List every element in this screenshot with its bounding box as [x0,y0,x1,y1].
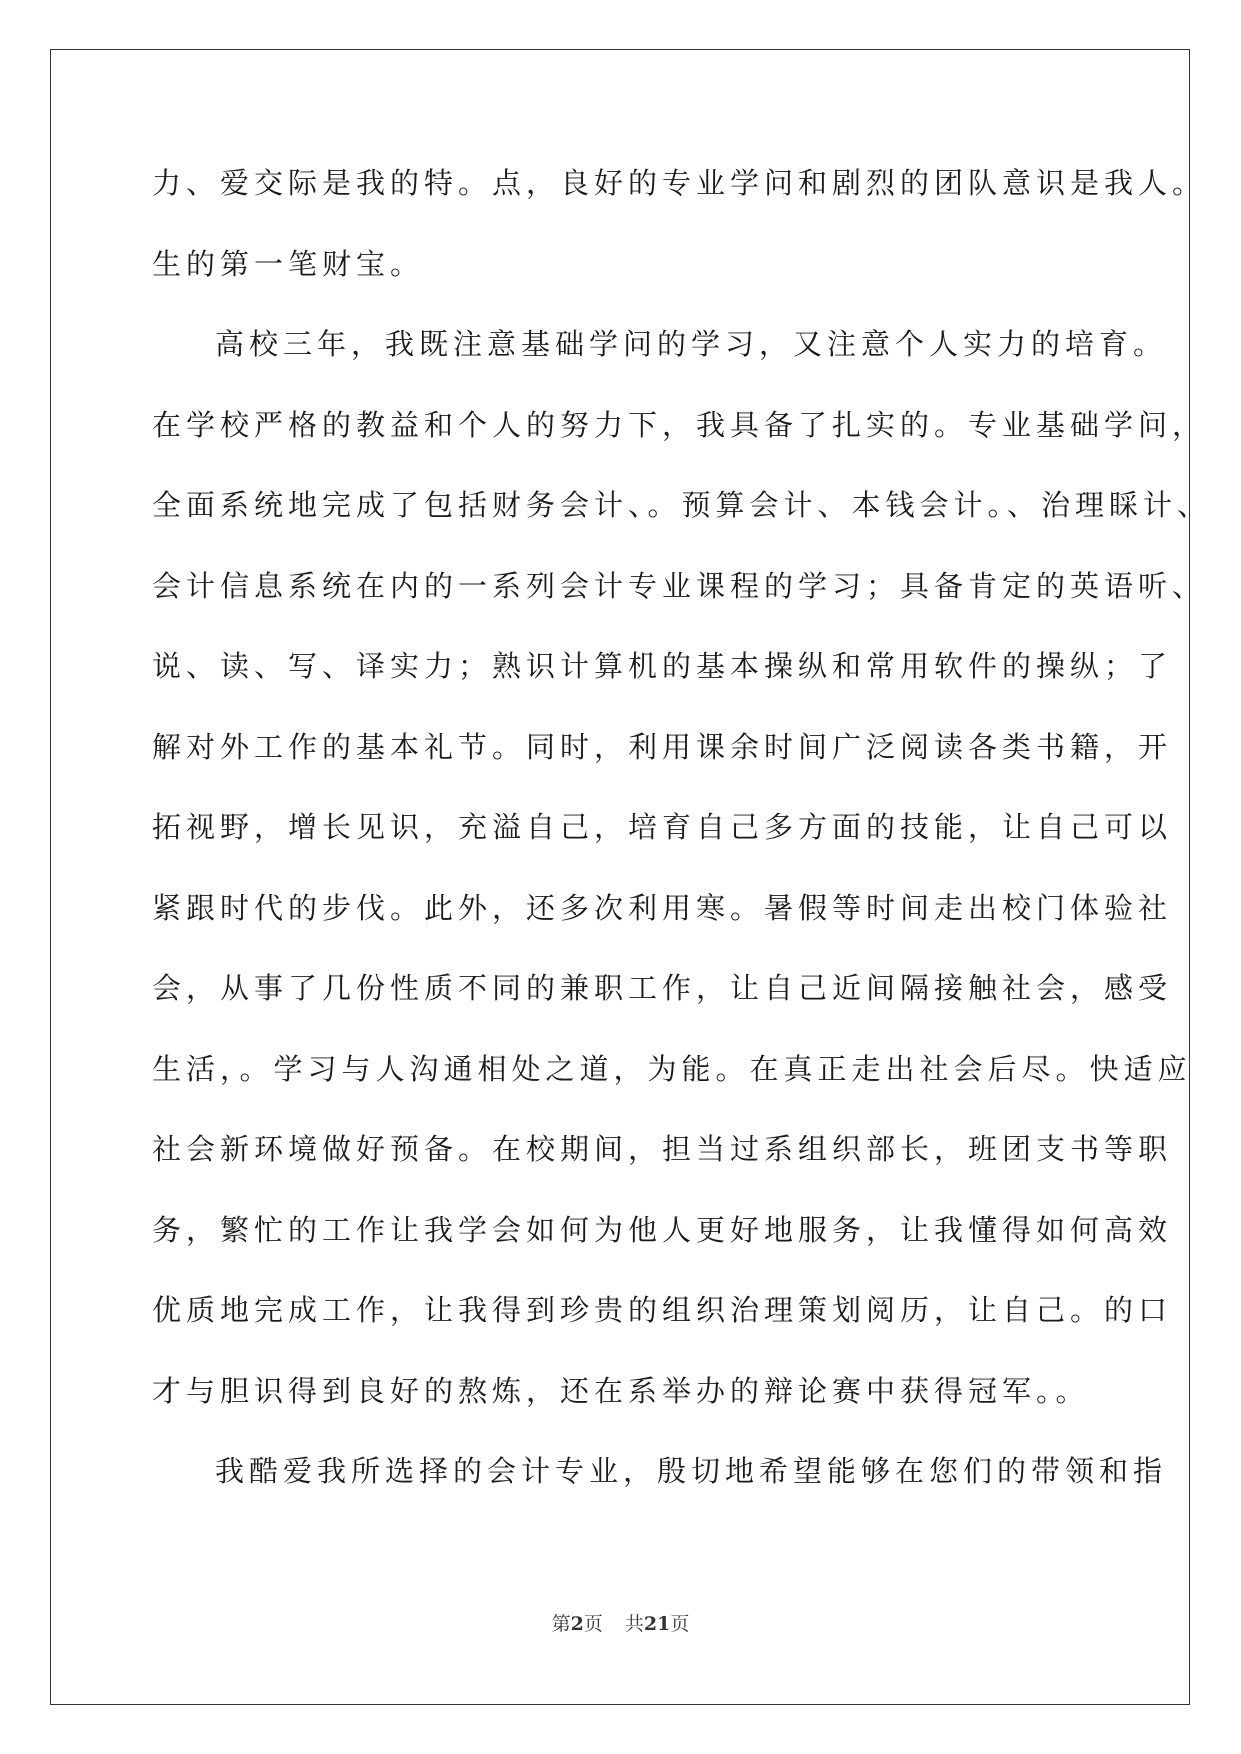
page-suffix: 页 [583,1613,603,1635]
page-number: 2 [570,1613,584,1635]
text-line: 优质地完成工作，让我得到珍贵的组织治理策划阅历，让自己。的口 [152,1293,1173,1327]
text-line: 社会新环境做好预备。在校期间，担当过系组织部长，班团支书等职 [152,1132,1173,1166]
text-line: 拓视野，增长见识，充溢自己，培育自己多方面的技能，让自己可以 [152,810,1173,844]
body-text [152,165,1212,1534]
text-line: 力、爱交际是我的特。点，良好的专业学问和剧烈的团队意识是我人。 [152,166,1207,200]
text-line: 会计信息系统在内的一系列会计专业课程的学习；具备肯定的英语听、 [152,568,1207,603]
text-line: 才与胆识得到良好的熬炼，还在系举办的辩论赛中获得冠军。。 [152,1373,1090,1408]
page-footer [0,1612,1241,1636]
text-line: 务，繁忙的工作让我学会如何为他人更好地服务，让我懂得如何高效 [152,1212,1173,1247]
text-line: 会，从事了几份性质不同的兼职工作，让自己近间隔接触社会，感受 [152,971,1173,1005]
total-suffix: 页 [670,1613,690,1635]
page-prefix: 第 [551,1613,571,1635]
paragraph-first-line: 高校三年，我既注意基础学问的学习，又注意个人实力的培育。 [215,327,1168,361]
total-pages: 21 [643,1613,671,1635]
text-line: 在学校严格的教益和个人的努力下，我具备了扎实的。专业基础学问， [152,407,1207,442]
total-prefix: 共 [624,1613,644,1635]
text-line: 生活，。学习与人沟通相处之道，为能。在真正走出社会后尽。快适应 [152,1051,1192,1086]
text-line: 全面系统地完成了包括财务会计、。预算会计、本钱会计。、治理睬计、 [152,488,1212,522]
paragraph-first-line: 我酷爱我所选择的会计专业，殷切地希望能够在您们的带领和指 [215,1454,1168,1488]
text-line: 紧跟时代的步伐。此外，还多次利用寒。暑假等时间走出校门体验社 [152,890,1173,925]
text-line: 解对外工作的基本礼节。同时，利用课余时间广泛阅读各类书籍，开 [152,729,1173,764]
text-line: 生的第一笔财宝。 [152,246,425,281]
text-line: 说、读、写、译实力；熟识计算机的基本操纵和常用软件的操纵；了 [152,649,1173,683]
